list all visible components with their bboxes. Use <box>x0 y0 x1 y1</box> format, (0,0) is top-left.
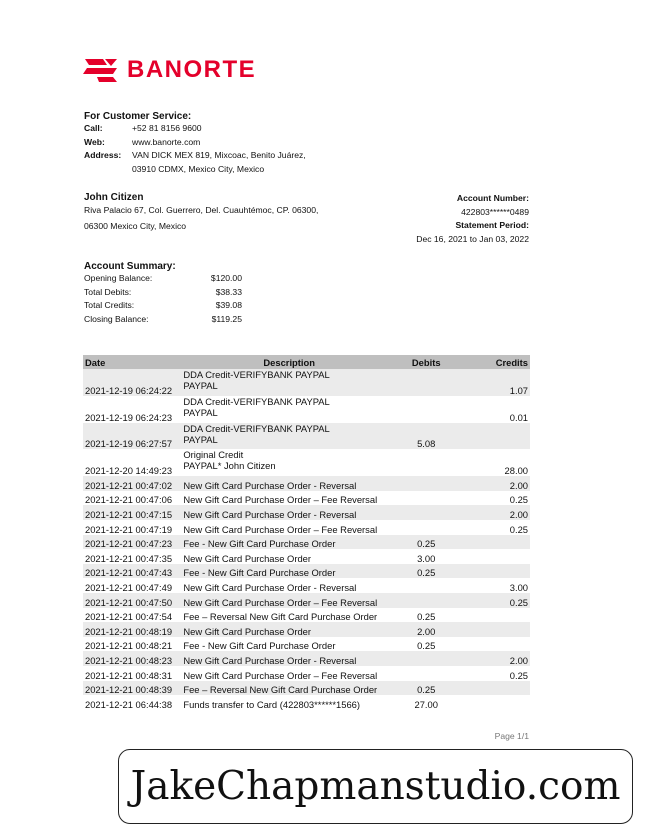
bank-logo <box>83 56 256 84</box>
table-row <box>83 520 530 535</box>
row-credit: 1.07 <box>455 369 530 396</box>
row-date: 2021-12-21 00:47:35 <box>85 552 173 564</box>
row-description: Fee - New Gift Card Purchase Order <box>181 564 397 579</box>
row-credit <box>455 423 530 450</box>
row-credit <box>455 637 530 652</box>
table-row <box>83 505 530 520</box>
closing-balance-label: Closing Balance: <box>84 313 149 324</box>
customer-service-title: For Customer Service: <box>84 111 192 122</box>
summary-title: Account Summary: <box>84 261 176 272</box>
row-description: New Gift Card Purchase Order <box>181 622 397 637</box>
row-credit: 0.01 <box>509 411 528 423</box>
table-row <box>83 369 530 396</box>
web-label: Web: <box>84 136 105 147</box>
row-date: 2021-12-21 00:47:15 <box>83 505 181 520</box>
row-date: 2021-12-21 00:48:19 <box>83 622 181 637</box>
table-row <box>83 608 530 623</box>
row-date: 2021-12-21 00:48:39 <box>83 681 181 696</box>
row-description: New Gift Card Purchase Order - Reversal <box>181 651 397 666</box>
row-date: 2021-12-21 00:48:23 <box>83 651 181 666</box>
row-description-line2: PAYPAL* John Citizen <box>183 460 276 472</box>
table-row <box>83 449 530 476</box>
bank-address-line2: 03910 CDMX, Mexico City, Mexico <box>132 163 265 174</box>
row-date: 2021-12-21 00:47:43 <box>83 564 181 579</box>
row-date: 2021-12-21 00:47:02 <box>83 476 181 491</box>
page-number: Page 1/1 <box>494 731 529 741</box>
row-description-line2: PAYPAL <box>183 380 218 391</box>
table-header-row <box>83 355 530 369</box>
bank-address-line1: VAN DICK MEX 819, Mixcoac, Benito Juárez, <box>132 150 306 160</box>
row-description: New Gift Card Purchase Order - Reversal <box>181 476 397 491</box>
row-description: New Gift Card Purchase Order – Fee Reversal <box>183 494 378 506</box>
row-date: 2021-12-21 00:47:23 <box>83 535 181 550</box>
row-date: 2021-12-21 00:48:31 <box>85 669 173 681</box>
row-credit: 0.25 <box>509 523 528 535</box>
column-header-description: Description <box>181 355 397 369</box>
phone-number: +52 81 8156 9600 <box>132 123 202 133</box>
row-debit: 5.08 <box>397 423 455 450</box>
row-description <box>181 369 397 396</box>
watermark: JakeChapmanstudio.com <box>118 749 633 824</box>
account-number-label: Account Number: <box>456 193 529 203</box>
row-credit <box>455 564 530 579</box>
row-credit: 2.00 <box>455 505 530 520</box>
total-debits-label: Total Debits: <box>84 286 132 297</box>
row-credit: 0.25 <box>509 669 528 681</box>
row-debit: 0.25 <box>417 611 436 623</box>
transactions-table <box>83 355 530 710</box>
table-row <box>83 622 530 637</box>
row-debit <box>397 491 455 506</box>
row-description: Fee - New Gift Card Purchase Order <box>181 535 397 550</box>
row-debit: 0.25 <box>397 564 455 579</box>
table-row <box>83 535 530 550</box>
row-debit <box>397 651 455 666</box>
row-description: New Gift Card Purchase Order – Fee Reversal <box>181 593 397 608</box>
row-debit: 0.25 <box>397 535 455 550</box>
closing-balance-value: $119.25 <box>211 313 242 324</box>
address-label: Address: <box>84 150 122 160</box>
row-date: 2021-12-21 00:47:50 <box>83 593 181 608</box>
row-credit: 0.25 <box>455 593 530 608</box>
customer-service-block <box>84 111 306 176</box>
row-description: New Gift Card Purchase Order – Fee Reversal <box>183 669 378 681</box>
row-debit <box>397 369 455 396</box>
row-credit <box>455 681 530 696</box>
row-credit <box>455 535 530 550</box>
row-description <box>181 423 397 450</box>
row-description-line1: DDA Credit-VERIFYBANK PAYPAL <box>183 369 330 380</box>
row-credit: 2.00 <box>455 651 530 666</box>
table-row <box>83 695 530 710</box>
row-debit: 27.00 <box>414 698 438 710</box>
table-row <box>83 637 530 652</box>
row-description: New Gift Card Purchase Order - Reversal <box>181 505 397 520</box>
opening-balance-label: Opening Balance: <box>84 273 153 283</box>
account-number: 422803******0489 <box>461 206 529 217</box>
table-row <box>83 564 530 579</box>
row-date: 2021-12-21 00:47:54 <box>85 611 173 623</box>
row-date: 2021-12-19 06:24:23 <box>85 411 173 423</box>
row-date: 2021-12-19 06:27:57 <box>83 423 181 450</box>
row-credit: 28.00 <box>504 465 528 477</box>
row-description-line2: PAYPAL <box>183 406 218 418</box>
column-header-date: Date <box>83 355 181 369</box>
table-row <box>83 666 530 681</box>
website: www.banorte.com <box>132 136 201 147</box>
table-row <box>83 593 530 608</box>
table-row <box>83 423 530 450</box>
customer-address-line1: Riva Palacio 67, Col. Guerrero, Del. Cuauhtémoc, CP. 06300, <box>84 205 319 215</box>
row-debit <box>397 396 455 423</box>
customer-address-line2: 06300 Mexico City, Mexico <box>84 220 187 231</box>
row-debit <box>397 593 455 608</box>
row-debit <box>397 476 455 491</box>
row-description <box>181 449 397 476</box>
table-row <box>83 681 530 696</box>
row-date: 2021-12-21 06:44:38 <box>85 698 173 710</box>
total-credits-value: $39.08 <box>215 300 242 310</box>
row-description-line1: Original Credit <box>183 449 244 461</box>
row-credit: 0.25 <box>509 494 528 506</box>
call-label: Call: <box>84 123 103 133</box>
row-debit: 2.00 <box>397 622 455 637</box>
row-description: New Gift Card Purchase Order - Reversal <box>183 581 357 593</box>
customer-name: John Citizen <box>84 192 144 203</box>
row-date: 2021-12-20 14:49:23 <box>85 465 173 477</box>
row-description: Fee – Reversal New Gift Card Purchase Order <box>183 611 378 623</box>
row-description-line1: DDA Credit-VERIFYBANK PAYPAL <box>183 422 330 434</box>
table-row <box>83 549 530 564</box>
total-debits-value: $38.33 <box>215 286 242 297</box>
row-credit: 2.00 <box>455 476 530 491</box>
brand-name: BANORTE <box>127 56 257 83</box>
row-debit: 0.25 <box>417 640 436 652</box>
table-row <box>83 396 530 423</box>
row-date: 2021-12-21 00:47:49 <box>85 581 173 593</box>
table-row <box>83 578 530 593</box>
table-row <box>83 651 530 666</box>
row-debit <box>397 505 455 520</box>
account-block <box>416 192 529 246</box>
row-description <box>181 396 397 423</box>
statement-period-label: Statement Period: <box>455 220 529 230</box>
row-date: 2021-12-21 00:47:06 <box>85 494 173 506</box>
row-credit <box>455 549 530 564</box>
row-description: Fee – Reversal New Gift Card Purchase Order <box>181 681 397 696</box>
row-date: 2021-12-21 00:47:19 <box>85 523 173 535</box>
row-description: Funds transfer to Card (422803******1566) <box>183 698 361 710</box>
row-credit: 3.00 <box>509 581 528 593</box>
column-header-credits: Credits <box>455 355 530 369</box>
row-credit <box>455 695 530 710</box>
row-debit <box>397 520 455 535</box>
customer-block <box>84 192 318 233</box>
banorte-emblem-icon <box>83 57 119 83</box>
table-row <box>83 491 530 506</box>
row-description: Fee - New Gift Card Purchase Order <box>183 640 336 652</box>
row-description: New Gift Card Purchase Order <box>183 552 311 564</box>
row-date: 2021-12-21 00:48:21 <box>85 640 173 652</box>
total-credits-label: Total Credits: <box>84 300 135 310</box>
row-debit: 0.25 <box>397 681 455 696</box>
row-debit: 3.00 <box>417 552 436 564</box>
row-date: 2021-12-19 06:24:22 <box>83 369 181 396</box>
row-debit <box>397 666 455 681</box>
account-summary <box>84 261 242 326</box>
opening-balance-value: $120.00 <box>210 273 242 283</box>
row-credit <box>455 608 530 623</box>
row-description: New Gift Card Purchase Order – Fee Reversal <box>183 523 378 535</box>
row-description-line2: PAYPAL <box>183 433 218 445</box>
column-header-debits: Debits <box>397 355 455 369</box>
statement-period: Dec 16, 2021 to Jan 03, 2022 <box>416 233 529 244</box>
row-credit <box>455 622 530 637</box>
row-description-line1: DDA Credit-VERIFYBANK PAYPAL <box>183 395 330 407</box>
row-debit <box>397 578 455 593</box>
table-row <box>83 476 530 491</box>
row-debit <box>397 449 455 476</box>
